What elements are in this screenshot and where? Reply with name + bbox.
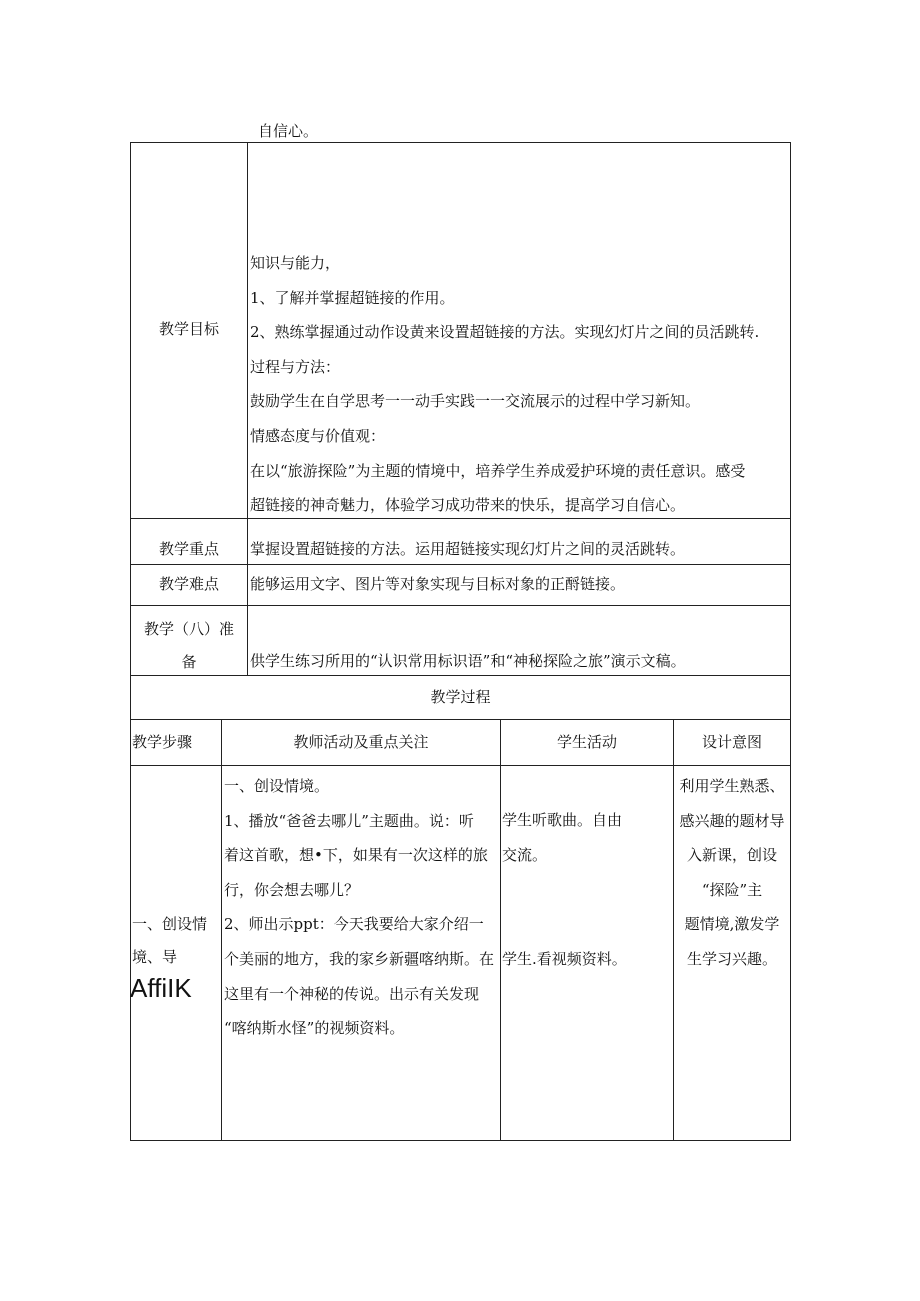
step-line: 境、导: [132, 948, 178, 966]
continued-text: 自信心。: [258, 122, 319, 140]
objectives-label: 教学目标: [158, 320, 219, 338]
design-line: “探险”主: [701, 880, 763, 899]
key-point-text: 掌握设置超链接的方法。运用超链接实现幻灯片之间的灵活跳转。: [250, 540, 686, 558]
preparation-label-line1: 教学（八）准: [143, 620, 234, 638]
teacher-line: 一、创设情境。: [224, 777, 330, 795]
process-title: 教学过程: [430, 688, 491, 706]
design-line: 利用学生熟悉、: [679, 777, 785, 795]
teacher-line: 1、播放“爸爸去哪儿”主题曲。说：听: [224, 811, 474, 830]
step-garbled-text: AffiIK: [130, 973, 192, 1003]
teacher-line: 个美丽的地方，我的家乡新疆喀纳斯。在: [224, 949, 495, 968]
preparation-label-line2: 备: [181, 653, 197, 671]
design-line: 入新课，创设: [686, 846, 777, 865]
header-teacher: 教师活动及重点关注: [293, 733, 429, 751]
teacher-line: “喀纳斯水怪”的视频资料。: [224, 1019, 405, 1038]
preparation-text: 供学生练习所用的“认识常用标识语”和“神秘探险之旅”演示文稿。: [250, 652, 686, 670]
objective-line: 鼓励学生在自学思考一一动手实践一一交流展示的过程中学习新知。: [250, 392, 701, 411]
teacher-activity: [224, 779, 494, 1056]
header-design: 设计意图: [701, 733, 762, 751]
teacher-line: 这里有一个神秘的传说。出示有关发现: [224, 984, 480, 1003]
student-line: 学生听歌曲。自由: [502, 811, 623, 829]
student-line: 学生.看视频资料。: [502, 950, 627, 968]
teacher-line: 着这首歌，想•下，如果有一次这样的旅: [224, 846, 488, 865]
objective-line: 在以“旅游探险”为主题的情境中，培养学生养成爱护环境的责任意识。感受: [250, 461, 746, 480]
key-point-label: 教学重点: [158, 540, 219, 558]
design-intent: [674, 779, 790, 987]
objectives-content: [250, 256, 759, 533]
objective-line: 2、熟练掌握通过动作设黄来设置超链接的方法。实现幻灯片之间的员活跳转.: [250, 323, 760, 342]
step-line: 一、创设情: [132, 915, 208, 933]
header-step: 教学步骤: [132, 733, 193, 751]
difficulty-label: 教学难点: [158, 575, 219, 593]
teacher-line: 2、师出示ppt：今天我要给大家介绍一: [224, 915, 484, 934]
objective-line: 超链接的神奇魅力，体验学习成功带来的快乐，提高学习自信心。: [250, 496, 686, 515]
teacher-line: 行，你会想去哪儿？: [224, 880, 360, 899]
design-line: 感兴趣的题材导: [679, 811, 785, 830]
objective-line: 知识与能力，: [250, 254, 341, 272]
header-student: 学生活动: [556, 733, 617, 751]
difficulty-text: 能够运用文字、图片等对象实现与目标对象的正酹链接。: [250, 575, 626, 593]
objective-line: 1、了解并掌握超链接的作用。: [250, 288, 455, 307]
design-line: 题情境,激发学: [684, 915, 780, 934]
design-line: 生学习兴趣。: [686, 949, 777, 968]
student-line: 交流。: [502, 846, 548, 864]
objective-line: 情感态度与价值观：: [250, 426, 386, 445]
objective-line: 过程与方法：: [250, 357, 341, 376]
